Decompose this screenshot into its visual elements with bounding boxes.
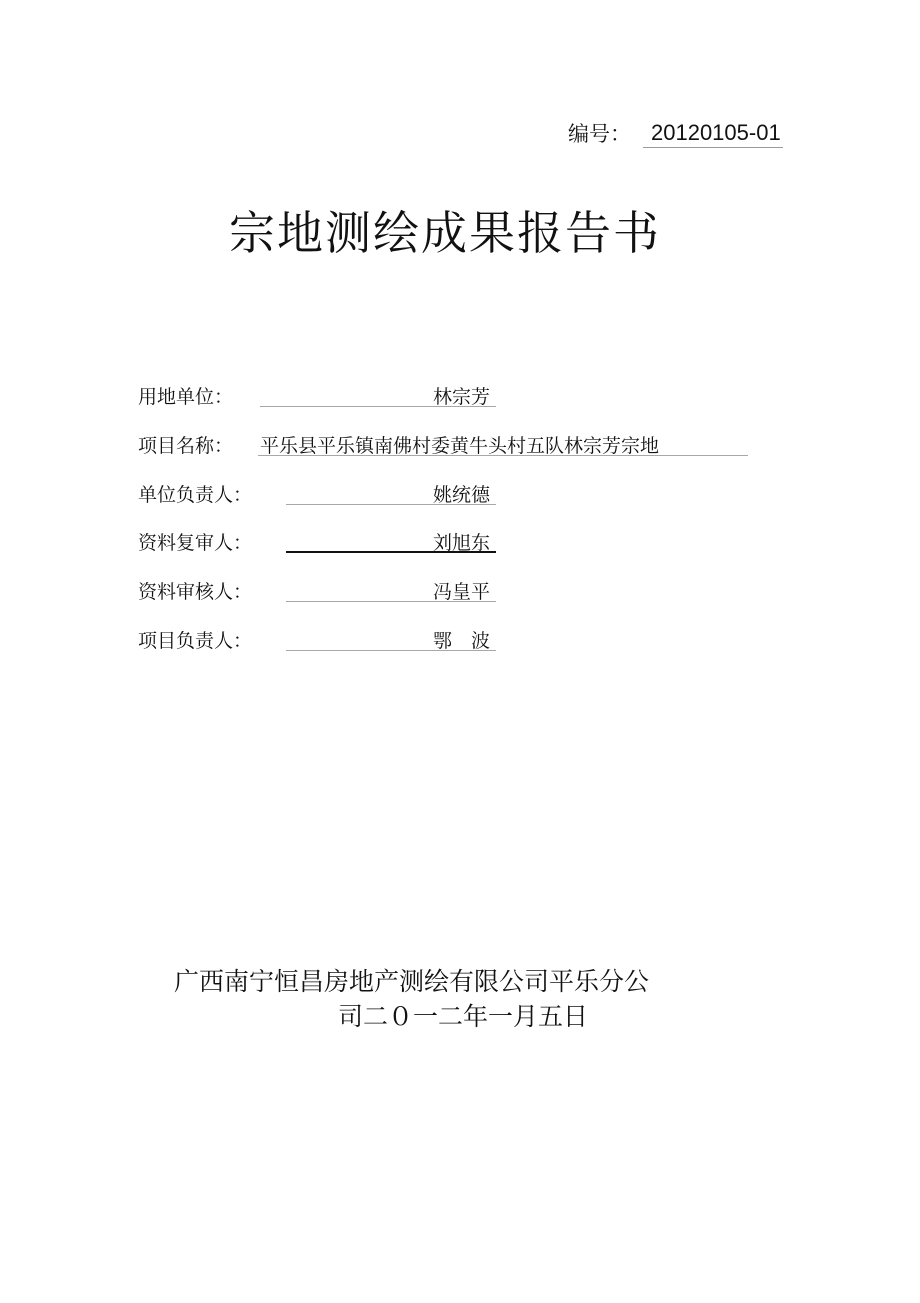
document-title: 宗地测绘成果报告书 bbox=[229, 206, 661, 260]
serial-value: 20120105-01 bbox=[643, 120, 783, 148]
field-value: 冯皇平 bbox=[286, 577, 496, 602]
serial-number bbox=[568, 118, 783, 148]
field-label: 用地单位： bbox=[138, 386, 234, 408]
field-value: 平乐县平乐镇南佛村委黄牛头村五队林宗芳宗地 bbox=[258, 431, 748, 456]
field-value: 姚统德 bbox=[286, 480, 496, 505]
issuer-line: 广西南宁恒昌房地产测绘有限公司平乐分公 bbox=[174, 967, 650, 996]
issuer-date-line: 司二０一二年一月五日 bbox=[338, 1002, 589, 1031]
field-label: 项目负责人： bbox=[138, 630, 253, 652]
field-label: 单位负责人： bbox=[138, 484, 253, 506]
field-value: 鄂 波 bbox=[286, 626, 496, 651]
field-value: 林宗芳 bbox=[260, 382, 496, 407]
field-label: 资料复审人： bbox=[138, 532, 253, 554]
field-label: 项目名称： bbox=[138, 435, 234, 457]
field-label: 资料审核人： bbox=[138, 581, 253, 603]
serial-label: 编号： bbox=[568, 122, 631, 146]
field-value: 刘旭东 bbox=[286, 528, 496, 553]
